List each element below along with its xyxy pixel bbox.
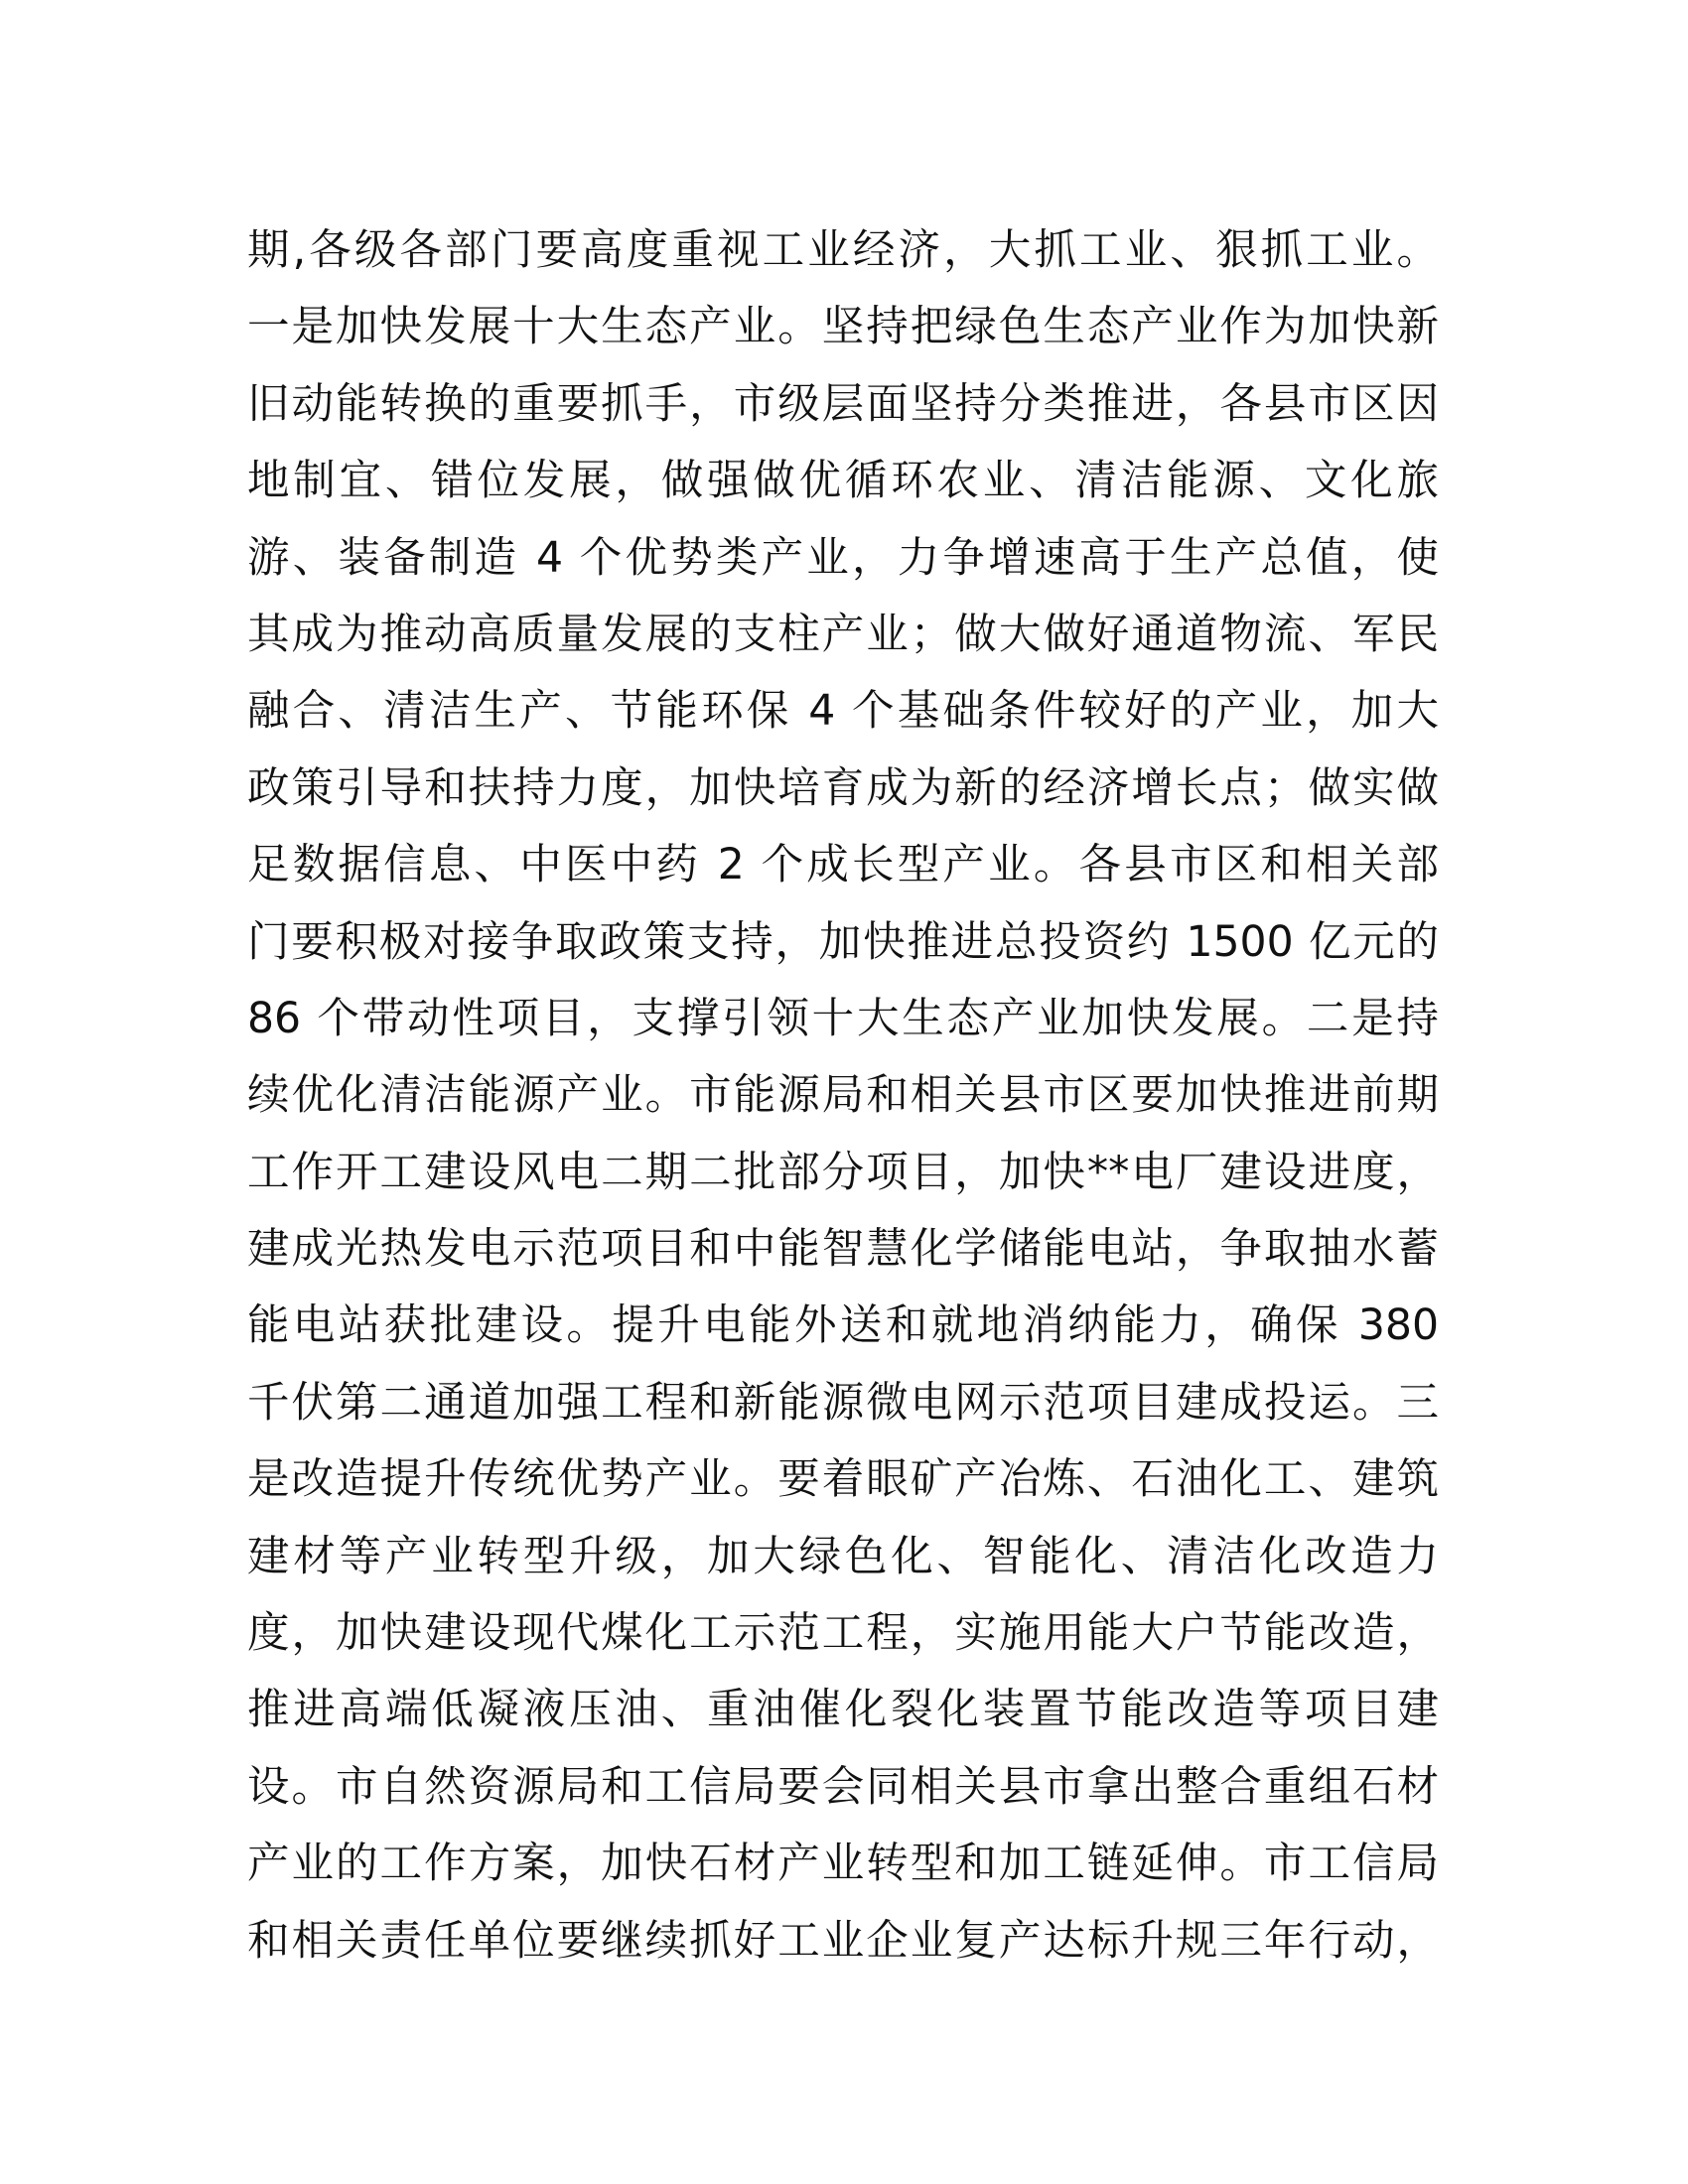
text-line: 能电站获批建设。提升电能外送和就地消纳能力，确保 380 bbox=[247, 1301, 1439, 1351]
text-line: 期,各级各部门要高度重视工业经济，大抓工业、狠抓工业。 bbox=[247, 226, 1439, 275]
text-line: 度，加快建设现代煤化工示范工程，实施用能大户节能改造， bbox=[247, 1609, 1439, 1659]
text-line: 千伏第二通道加强工程和新能源微电网示范项目建成投运。三 bbox=[247, 1378, 1439, 1428]
text-line: 建材等产业转型升级，加大绿色化、智能化、清洁化改造力 bbox=[247, 1532, 1439, 1581]
text-line: 是改造提升传统优势产业。要着眼矿产冶炼、石油化工、建筑 bbox=[247, 1455, 1439, 1505]
text-line: 产业的工作方案，加快石材产业转型和加工链延伸。市工信局 bbox=[247, 1840, 1439, 1889]
text-line: 融合、清洁生产、节能环保 4 个基础条件较好的产业，加大 bbox=[247, 687, 1439, 737]
text-line: 续优化清洁能源产业。市能源局和相关县市区要加快推进前期 bbox=[247, 1071, 1439, 1121]
text-line: 工作开工建设风电二期二批部分项目，加快**电厂建设进度， bbox=[247, 1148, 1439, 1197]
text-line: 设。市自然资源局和工信局要会同相关县市拿出整合重组石材 bbox=[247, 1762, 1439, 1812]
text-line: 86 个带动性项目，支撑引领十大生态产业加快发展。二是持 bbox=[247, 994, 1439, 1043]
text-line: 和相关责任单位要继续抓好工业企业复产达标升规三年行动， bbox=[247, 1916, 1439, 1966]
text-line: 其成为推动高质量发展的支柱产业；做大做好通道物流、军民 bbox=[247, 610, 1439, 659]
text-line: 一是加快发展十大生态产业。坚持把绿色生态产业作为加快新 bbox=[247, 303, 1439, 352]
text-line: 地制宜、错位发展，做强做优循环农业、清洁能源、文化旅 bbox=[247, 457, 1439, 506]
text-line: 游、装备制造 4 个优势类产业，力争增速高于生产总值，使 bbox=[247, 533, 1439, 583]
text-line: 足数据信息、中医中药 2 个成长型产业。各县市区和相关部 bbox=[247, 841, 1439, 890]
text-line: 推进高端低凝液压油、重油催化裂化装置节能改造等项目建 bbox=[247, 1686, 1439, 1735]
body-paragraph bbox=[247, 212, 1439, 1979]
text-line: 建成光热发电示范项目和中能智慧化学储能电站，争取抽水蓄 bbox=[247, 1225, 1439, 1275]
text-line: 门要积极对接争取政策支持，加快推进总投资约 1500 亿元的 bbox=[247, 917, 1439, 967]
text-line: 旧动能转换的重要抓手，市级层面坚持分类推进，各县市区因 bbox=[247, 379, 1439, 429]
text-line: 政策引导和扶持力度，加快培育成为新的经济增长点；做实做 bbox=[247, 763, 1439, 813]
